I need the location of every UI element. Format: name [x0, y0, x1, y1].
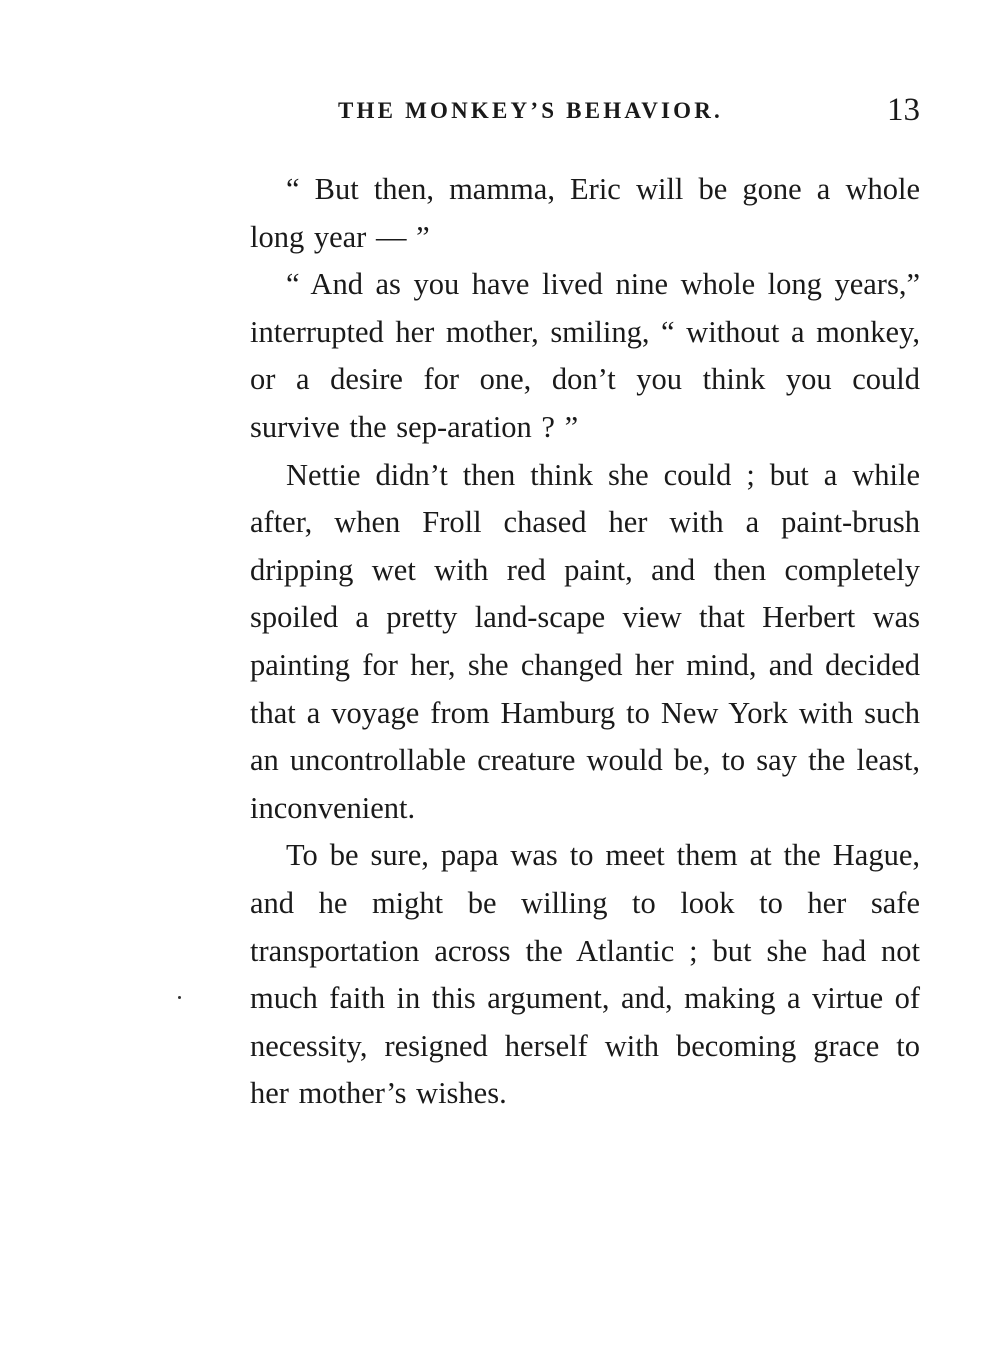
running-head [250, 92, 920, 132]
paragraph-2: “ And as you have lived nine whole long years,” interrupted her mother, smiling, “ without a monkey, or a desire for one, don’t you think you could survive the sep-aration ? ” [250, 267, 920, 444]
body-text [250, 166, 920, 1118]
paragraph-1: “ But then, mamma, Eric will be gone a whole long year — ” [250, 172, 920, 254]
running-title: THE MONKEY’S BEHAVIOR. [338, 98, 723, 123]
paragraph-3: Nettie didn’t then think she could ; but a while after, when Froll chased her with a paint-brush dripping wet with red paint, and then completely spoiled a pretty land-scape view that Herbert was painting for her, she changed her mind, and decided that a voyage from Hamburg to New York with such an uncontrollable creature would be, to say the least, inconvenient. [250, 457, 920, 825]
page-number: 13 [887, 92, 920, 128]
paragraph-4: To be sure, papa was to meet them at the Hague, and he might be willing to look to her safe transportation across the Atlantic ; but she had not much faith in this argument, and, making a virtue of necessity, resigned herself with becoming grace to her mother’s wishes. [250, 838, 920, 1111]
margin-speck [178, 996, 181, 999]
